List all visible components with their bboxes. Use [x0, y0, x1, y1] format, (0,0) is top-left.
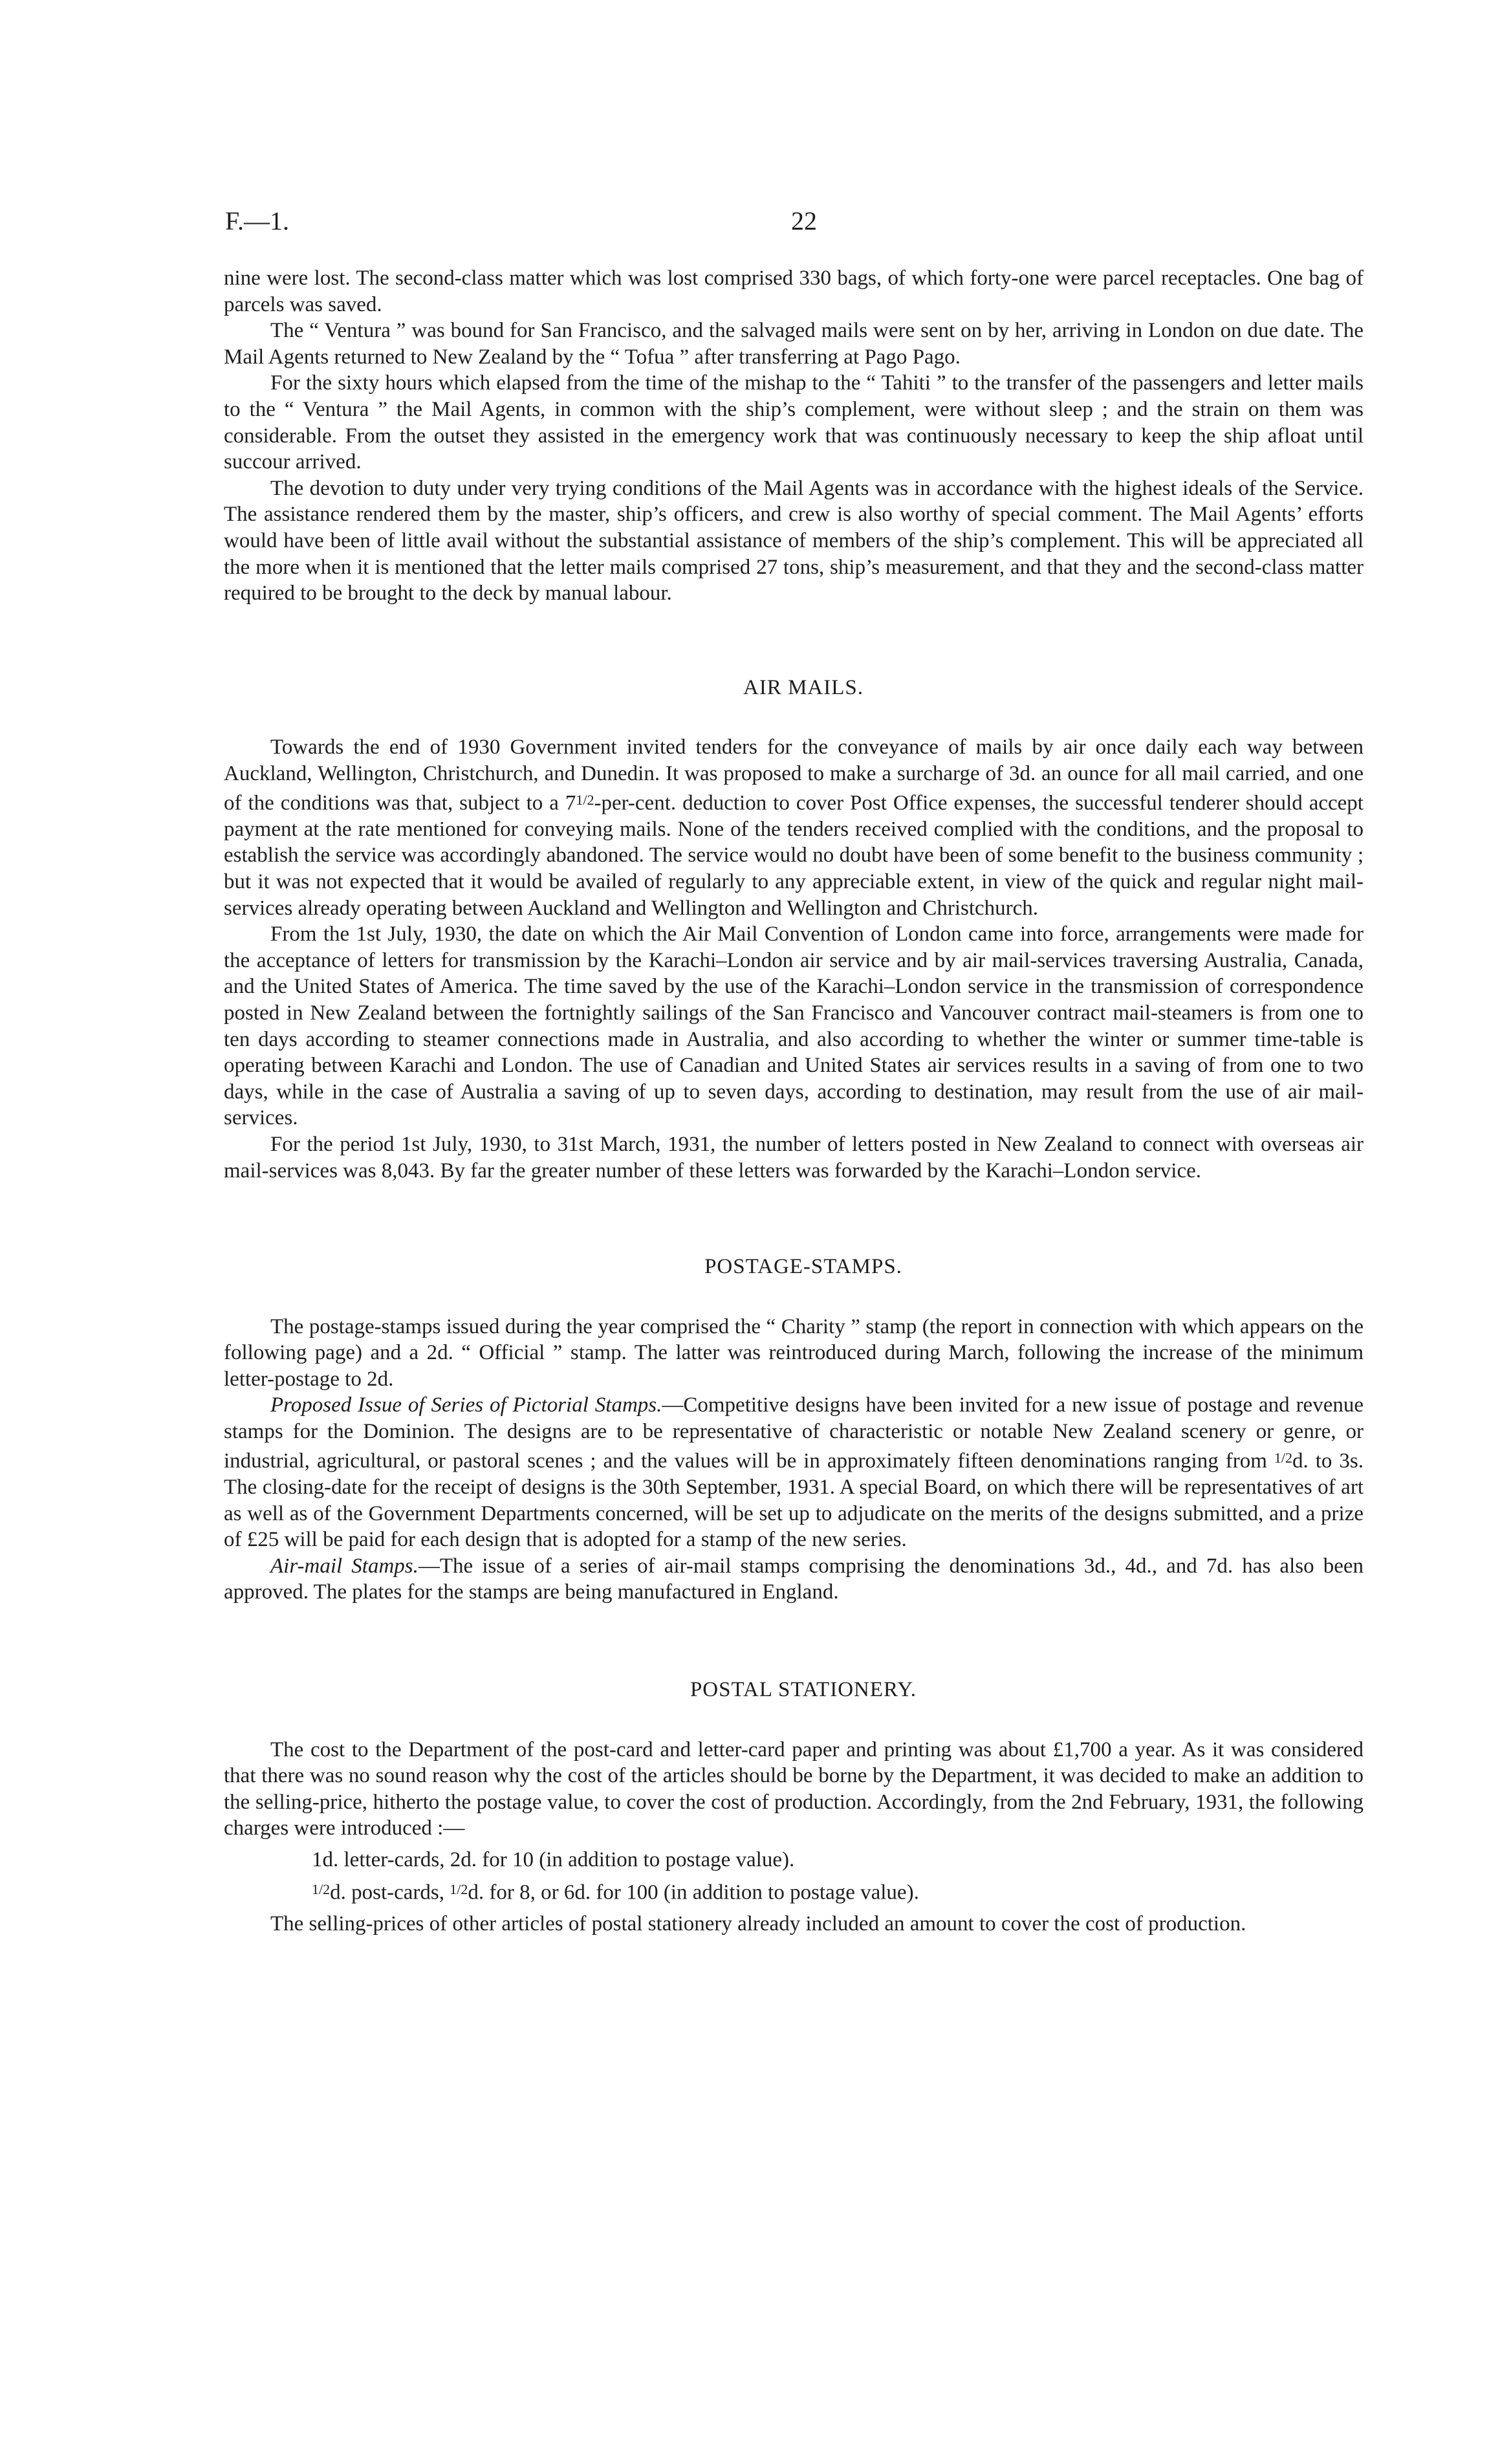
pictorial-stamps-text-a: —Competitive designs have been invited for a new issue of postage and revenue stamps for the Dominion. The designs are to be representative of characteristic or notable New Zealand scenery or genre, or industrial, agricultural, or pastoral scenes ; and the values will be in approximately fifteen denominations ranging from: [224, 1393, 1364, 1473]
intro-paragraph-1: nine were lost. The second-class matter which was lost comprised 330 bags, of which forty-one were parcel receptacles. One bag of parcels was saved.: [224, 267, 1364, 316]
post-card-text-b: d. for 8, or 6d. for 100 (in addition to postage value).: [468, 1881, 919, 1904]
page-number: 22: [791, 206, 817, 235]
air-mail-stamps-text: —The issue of a series of air-mail stamps comprising the denominations 3d., 4d., and 7d. has also been approved. The plates for the stamps are being manufactured in England.: [224, 1554, 1364, 1604]
pictorial-stamps-text-b: d. to 3s. The closing-date for the receipt of designs is the 30th September, 1931. A special Board, on which there will be representatives of art as well as of the Government Departments concerned, will be set up to adjudicate on the merits of the designs submitted, and a prize of £25 will be paid for each design that is adopted for a stamp of the new series.: [224, 1449, 1364, 1552]
post-card-fraction-a: 1/2: [312, 1881, 331, 1897]
page-body: [224, 265, 1364, 1937]
postage-stamps-paragraph-2: [224, 1392, 1364, 1553]
postage-stamps-paragraph-3: [224, 1553, 1364, 1606]
charges-list: [312, 1847, 1364, 1906]
post-card-text-a: d. post-cards,: [330, 1881, 450, 1904]
air-mails-heading: AIR MAILS.: [743, 675, 864, 699]
document-reference: F.—1.: [225, 206, 290, 235]
air-mails-paragraph-1: [224, 734, 1364, 921]
air-mails-p1-text-b: -per-cent. deduction to cover Post Office expenses, the successful tenderer should accept payment at the rate mentioned for conveying mails. None of the tenders received complied with the conditions, and the proposal to establish the service was accordingly abandoned. The service would no doubt have been of some benefit to the business community ; but it was not expected that it would be availed of regularly to any appreciable extent, in view of the quick and regular night mail-services already operating between Auckland and Wellington and Wellington and Christchurch.: [224, 791, 1364, 920]
page-header: [219, 206, 1364, 245]
charge-item-post-cards: [312, 1877, 1364, 1906]
pictorial-stamps-lead: Proposed Issue of Series of Pictorial Stamps.: [270, 1393, 662, 1417]
postal-stationery-heading: POSTAL STATIONERY.: [690, 1677, 917, 1701]
intro-paragraph-3: For the sixty hours which elapsed from the time of the mishap to the “ Tahiti ” to the transfer of the passengers and letter mails to the “ Ventura ” the Mail Agents, in common with the ship’s complement, were without sleep ; and the strain on them was considerable. From the outset they assisted in the emergency work that was continuously necessary to keep the ship afloat until succour arrived.: [224, 371, 1364, 474]
postage-stamps-paragraph-1: The postage-stamps issued during the year comprised the “ Charity ” stamp (the report in connection with which appears on the following page) and a 2d. “ Official ” stamp. The latter was reintroduced during March, following the increase of the minimum letter-postage to 2d.: [224, 1314, 1364, 1391]
charge-item-letter-cards: 1d. letter-cards, 2d. for 10 (in addition to postage value).: [312, 1848, 795, 1871]
air-mails-paragraph-2: From the 1st July, 1930, the date on which the Air Mail Convention of London came into force, arrangements were made for the acceptance of letters for transmission by the Karachi–London air service and by air mail-services traversing Australia, Canada, and the United States of America. The time saved by the use of the Karachi–London service in the transmission of correspondence posted in New Zealand between the fortnightly sailings of the San Francisco and Vancouver contract mail-steamers is from one to ten days according to steamer connections made in Australia, and also according to whether the winter or summer time-table is operating between Karachi and London. The use of Canadian and United States air services results in a saving of from one to two days, while in the case of Australia a saving of up to seven days, according to destination, may result from the use of air mail-services.: [224, 922, 1364, 1130]
postal-stationery-paragraph-1: The cost to the Department of the post-card and letter-card paper and printing was about £1,700 a year. As it was considered that there was no sound reason why the cost of the articles should be borne by the Department, it was decided to make an addition to the selling-price, hitherto the postage value, to cover the cost of production. Accordingly, from the 2nd February, 1931, the following charges were introduced :—: [224, 1738, 1364, 1840]
postage-stamps-heading: POSTAGE-STAMPS.: [704, 1255, 902, 1279]
pictorial-stamps-fraction: 1/2: [1274, 1449, 1292, 1466]
air-mails-p1-text-a: Towards the end of 1930 Government invited tenders for the conveyance of mails by air once daily each way between Auckland, Wellington, Christchurch, and Dunedin. It was proposed to make a surcharge of 3d. an ounce for all mail carried, and one of the conditions was that, subject to a 7: [224, 736, 1364, 815]
intro-paragraph-4: The devotion to duty under very trying conditions of the Mail Agents was in accordance with the highest ideals of the Service. The assistance rendered them by the master, ship’s officers, and crew is also worthy of special comment. The Mail Agents’ efforts would have been of little avail without the substantial assistance of members of the ship’s complement. This will be appreciated all the more when it is mentioned that the letter mails comprised 27 tons, ship’s measurement, and that they and the second-class matter required to be brought to the deck by manual labour.: [224, 476, 1364, 605]
post-card-fraction-b: 1/2: [450, 1881, 468, 1897]
air-mails-paragraph-3: For the period 1st July, 1930, to 31st March, 1931, the number of letters posted in New Zealand to connect with overseas air mail-services was 8,043. By far the greater number of these letters was forwarded by the Karachi–London service.: [224, 1132, 1364, 1183]
intro-paragraph-2: The “ Ventura ” was bound for San Francisco, and the salvaged mails were sent on by her, arriving in London on due date. The Mail Agents returned to New Zealand by the “ Tofua ” after transferring at Pago Pago.: [224, 319, 1364, 369]
postal-stationery-paragraph-2: The selling-prices of other articles of postal stationery already included an amount to cover the cost of production.: [270, 1912, 1246, 1935]
air-mail-stamps-lead: Air-mail Stamps.: [270, 1554, 419, 1578]
air-mails-p1-fraction: 1/2: [576, 791, 594, 808]
